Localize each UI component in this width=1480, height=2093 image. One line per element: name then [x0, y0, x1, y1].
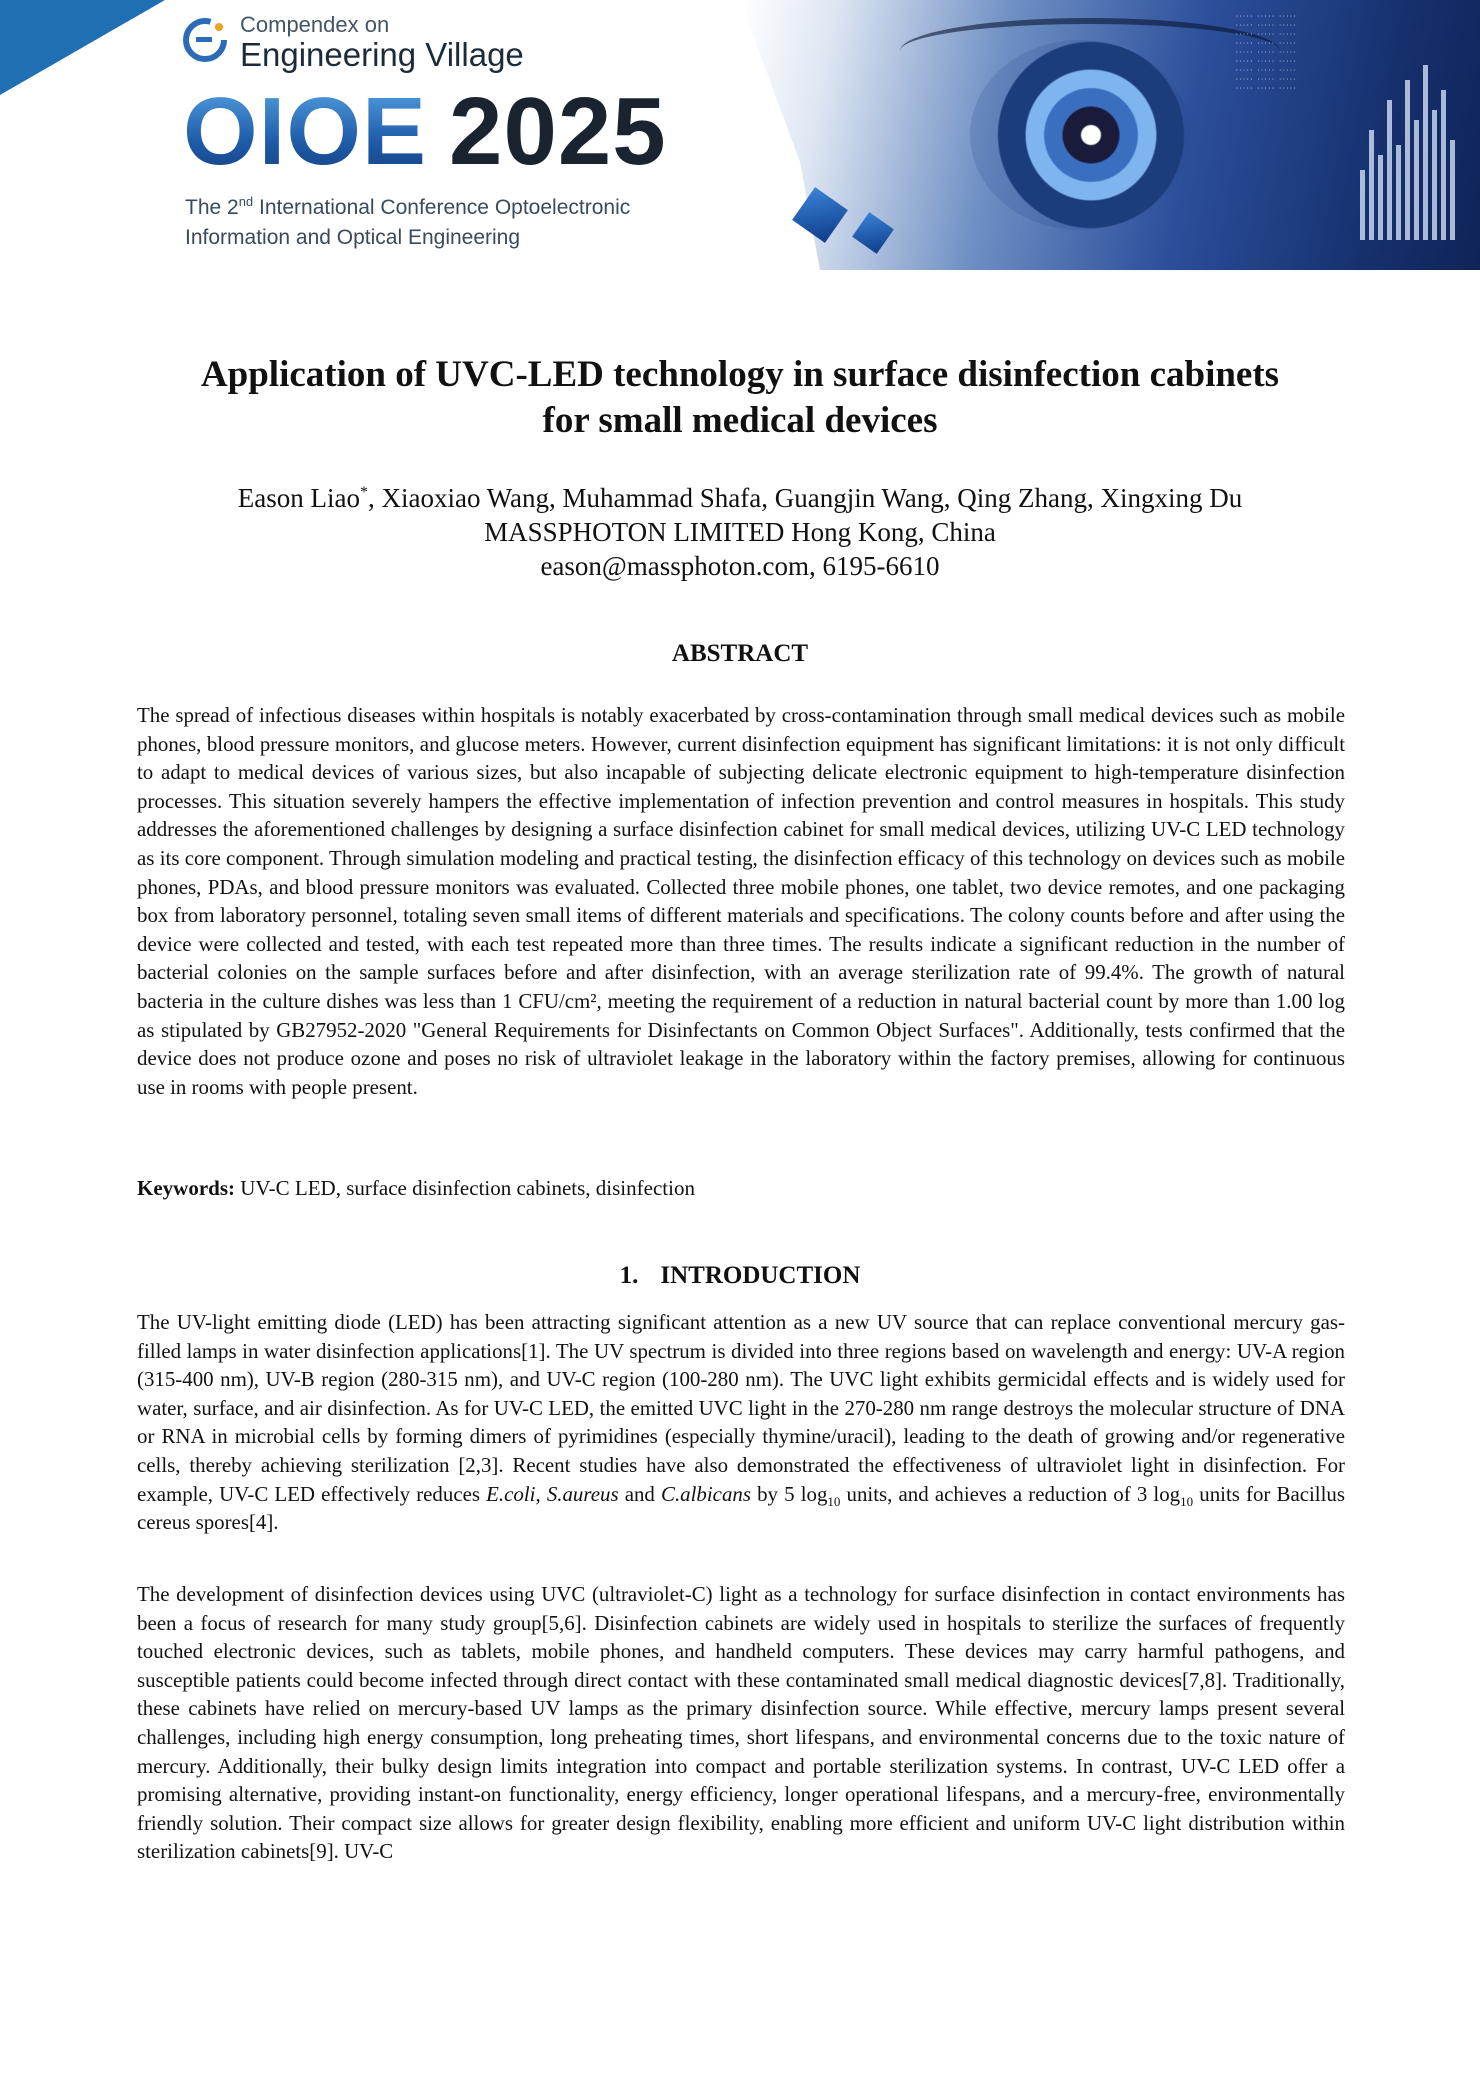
conference-subtitle-line2: Information and Optical Engineering [185, 226, 521, 249]
keywords: Keywords: UV-C LED, surface disinfection cabinets, disinfection [137, 1176, 695, 1200]
abstract-text: The spread of infectious diseases within hospitals is notably exacerbated by cross-contamination through small medical devices such as mobile phones, blood pressure monitors, and glucose meters. However, current disinfection equipment has significant limitations: it is not only difficult to adapt to medical devices of various sizes, but also incapable of subjecting delicate electronic equipment to high-temperature disinfection processes. This situation severely hampers the effective implementation of infection prevention and control measures in hospitals. This study addresses the aforementioned challenges by designing a surface disinfection cabinet for small medical devices, utilizing UV-C LED technology as its core component. Through simulation modeling and practical testing, the disinfection efficacy of this technology on devices such as mobile phones, PDAs, and blood pressure monitors was evaluated. Collected three mobile phones, one tablet, two device remotes, and one packaging box from laboratory personnel, totaling seven small items of different materials and specifications. The colony counts before and after using the device were collected and tested, with each test repeated more than three times. The results indicate a significant reduction in the number of bacterial colonies on the sample surfaces before and after disinfection, with an average sterilization rate of 99.4%. The growth of natural bacteria in the culture dishes was less than 1 CFU/cm², meeting the requirement of a reduction in natural bacterial count by more than 1.00 log as stipulated by GB27952-2020 "General Requirements for Disinfectants on Common Object Surfaces". Additionally, tests confirmed that the device does not produce ozone and poses no risk of ultraviolet leakage in the laboratory within the factory premises, allowing for continuous use in rooms with people present. [137, 703, 1345, 1099]
introduction-paragraph-2: The development of disinfection devices using UVC (ultraviolet-C) light as a technology for surface disinfection in contact environments has been a focus of research for many study group[5,6]. Disinfection cabinets are widely used in hospitals to sterilize the surfaces of frequently touched electronic devices, such as tablets, mobile phones, and handheld computers. These devices may carry harmful pathogens, and susceptible patients could become infected through direct contact with these contaminated small medical diagnostic devices[7,8]. Traditionally, these cabinets have relied on mercury-based UV lamps as the primary disinfection source. While effective, mercury lamps present several challenges, including high energy consumption, long preheating times, short lifespans, and environmental concerns due to the toxic nature of mercury. Additionally, their bulky design limits integration into compact and portable sterilization systems. In contrast, UV-C LED offer a promising alternative, providing instant-on functionality, energy efficiency, longer operational lifespans, and a mercury-free, environmentally friendly solution. Their compact size allows for greater design flexibility, enabling more efficient and uniform UV-C light distribution within sterilization cabinets[9]. UV-C [137, 1582, 1345, 1864]
eye-graphic [970, 40, 1190, 230]
contact: eason@massphoton.com, 6195-6610 [540, 551, 940, 581]
author-block [100, 476, 1380, 583]
ei-logo-icon [183, 18, 227, 62]
conference-subtitle-line1: The 2nd International Conference Optoelectronic [185, 194, 631, 219]
author-list: Eason Liao*, Xiaoxiao Wang, Muhammad Shafa, Guangjin Wang, Qing Zhang, Xingxing Du [237, 483, 1243, 513]
paper-title [100, 352, 1380, 444]
affiliation: MASSPHOTON LIMITED Hong Kong, China [484, 517, 996, 547]
abstract-heading: ABSTRACT [671, 640, 809, 667]
data-bars-graphic [1360, 40, 1470, 240]
paper-title-line1: Application of UVC-LED technology in surface disinfection cabinets [200, 354, 1280, 395]
conference-banner [0, 0, 1480, 270]
data-panel-graphic: ····· ····· ····· ····· ····· ····· ····· ····· ····· ····· ····· ····· ····· ····· ····· ····· ····· ····· ····· ····· ····· ····· ····· ····· ····· ····· ····· [1235, 13, 1297, 92]
conference-year: 2025 [449, 78, 667, 185]
conference-acronym: OIOE [183, 78, 428, 185]
logo-tagline: Compendex on [240, 12, 390, 37]
conference-name [183, 78, 667, 185]
logo-title: Engineering Village [240, 36, 524, 73]
paper-title-line2: for small medical devices [542, 400, 938, 441]
introduction-paragraph-1: The UV-light emitting diode (LED) has been attracting significant attention as a new UV source that can replace conventional mercury gas-filled lamps in water disinfection applications[1]. The UV spectrum is divided into three regions based on wavelength and energy: UV-A region (315-400 nm), UV-B region (280-315 nm), and UV-C region (100-280 nm). The UVC light exhibits germicidal effects and is widely used for water, surface, and air disinfection. As for UV-C LED, the emitted UVC light in the 270-280 nm range destroys the molecular structure of DNA or RNA in microbial cells by forming dimers of pyrimidines (especially thymine/uracil), leading to the death of growing and/or regenerative cells, thereby achieving sterilization [2,3]. Recent studies have also demonstrated the effectiveness of ultraviolet light in disinfection. For example, UV-C LED effectively reduces E.coli, S.aureus and C.albicans by 5 $\log_{10}$ units, and achieves a reduction of 3 $\log_{10}$ units for Bacillus cereus spores[4]. [137, 1310, 1345, 1535]
banner-corner-accent [0, 0, 165, 95]
section-heading-introduction: 1. INTRODUCTION [619, 1262, 861, 1289]
